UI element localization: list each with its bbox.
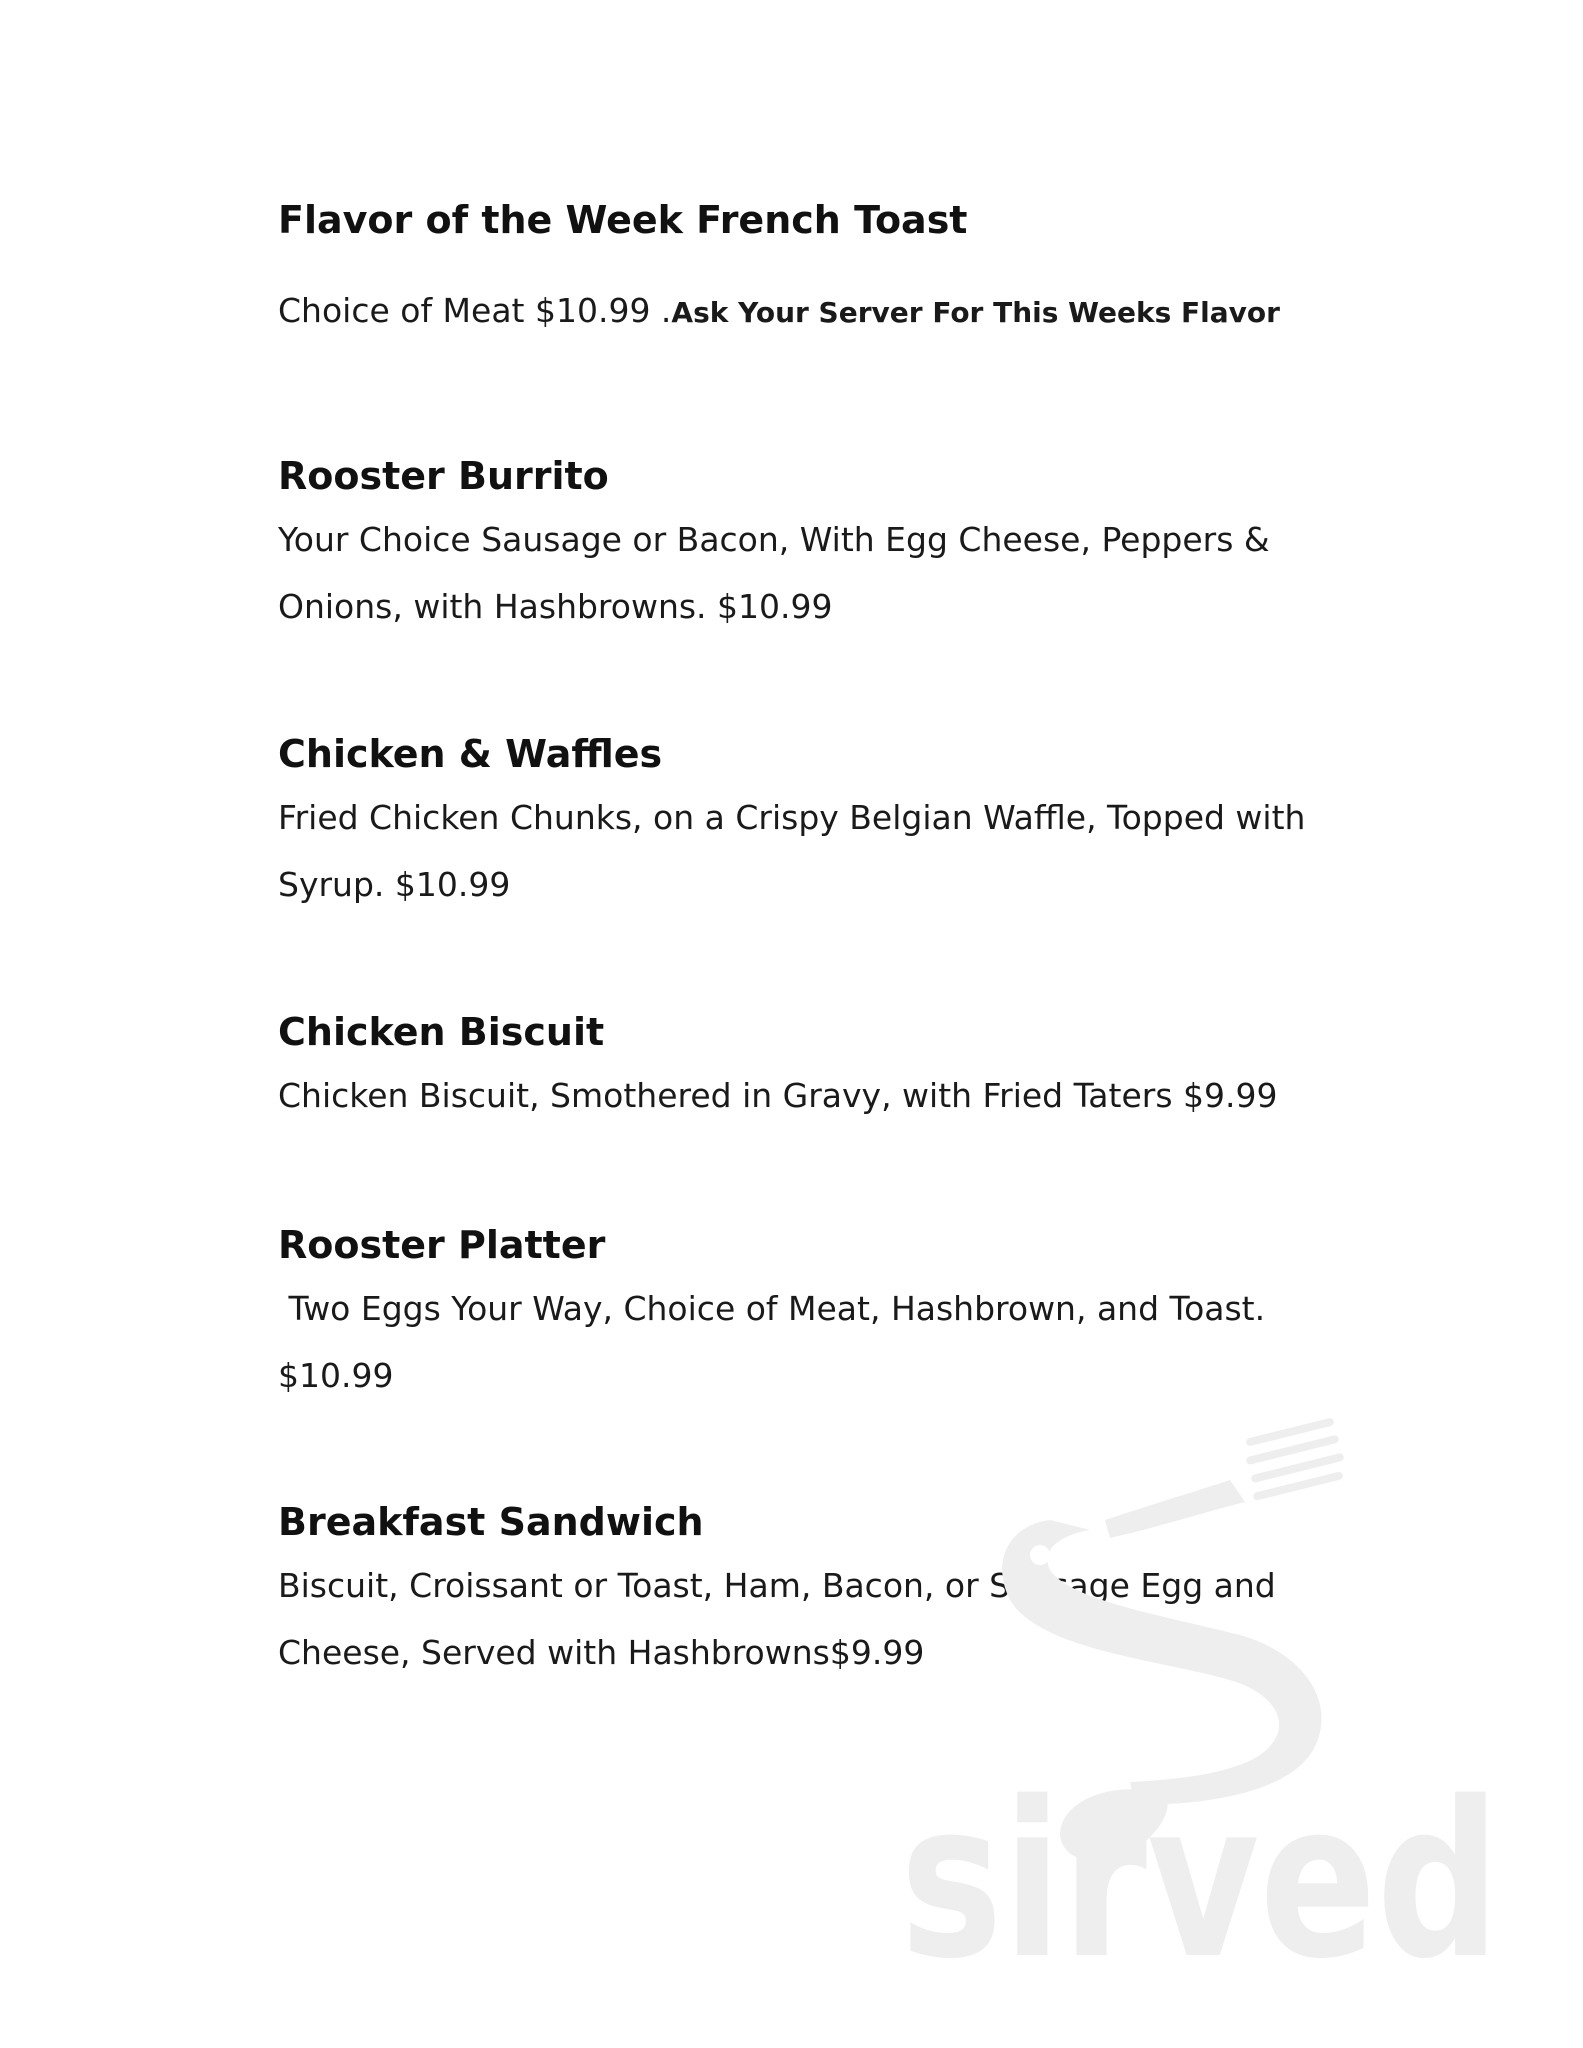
menu-item-description-text: Choice of Meat $10.99 . <box>278 291 672 330</box>
menu-item-title: Chicken & Waffles <box>278 732 663 776</box>
menu-item-description: Biscuit, Croissant or Toast, Ham, Bacon, or Sausage Egg and Cheese, Served with Hashbrowns$9.99 <box>278 1566 1287 1672</box>
menu-item-rooster-platter <box>278 1221 1338 1409</box>
menu-item-french-toast <box>278 196 1378 346</box>
menu-item-title: Breakfast Sandwich <box>278 1500 704 1544</box>
sirved-watermark <box>900 1410 1520 2006</box>
menu-item-rooster-burrito <box>278 452 1338 640</box>
menu-item-note: Ask Your Server For This Weeks Flavor <box>671 296 1280 329</box>
menu-item-description: Your Choice Sausage or Bacon, With Egg Cheese, Peppers & Onions, with Hashbrowns. $10.99 <box>278 520 1281 626</box>
menu-item-description: Chicken Biscuit, Smothered in Gravy, with Fried Taters $9.99 <box>278 1076 1278 1115</box>
menu-item-chicken-waffles <box>278 730 1358 918</box>
menu-item-chicken-biscuit <box>278 1008 1358 1129</box>
menu-item-title: Flavor of the Week French Toast <box>278 198 968 242</box>
watermark-text: sirved <box>900 1755 1500 2006</box>
menu-item-title: Rooster Platter <box>278 1223 606 1267</box>
menu-item-description <box>278 277 1378 346</box>
menu-item-description: Fried Chicken Chunks, on a Crispy Belgian Waffle, Topped with Syrup. $10.99 <box>278 798 1316 904</box>
menu-item-description: Two Eggs Your Way, Choice of Meat, Hashbrown, and Toast. $10.99 <box>278 1289 1276 1395</box>
menu-item-title: Rooster Burrito <box>278 454 609 498</box>
menu-item-title: Chicken Biscuit <box>278 1010 605 1054</box>
